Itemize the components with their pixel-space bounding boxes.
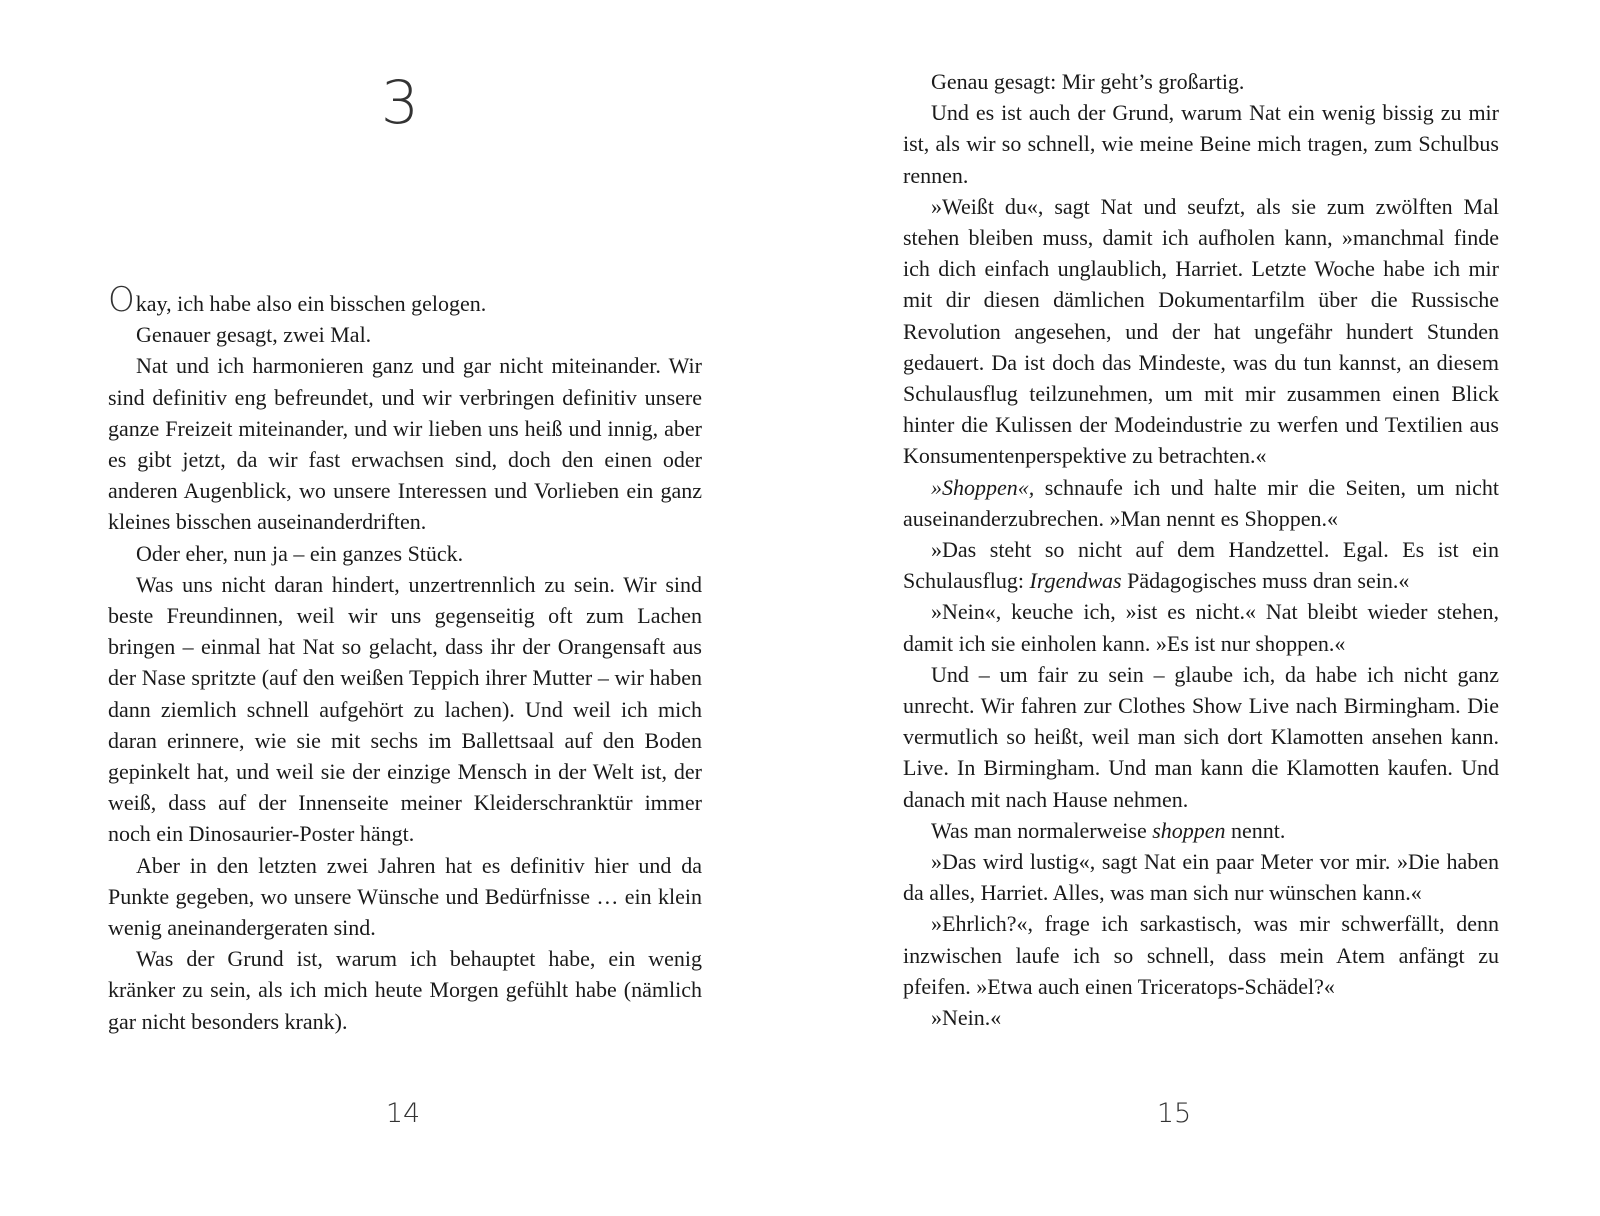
italic-emphasis: shoppen <box>1152 817 1226 843</box>
paragraph-normal <box>903 815 1499 846</box>
left-page-text <box>108 280 702 1037</box>
paragraph: Genau gesagt: Mir geht’s großartig. <box>931 69 1245 94</box>
right-page-text <box>903 66 1499 1033</box>
right-page <box>800 0 1600 1216</box>
opening-paragraph-text: kay, ich habe also ein bisschen gelogen. <box>135 291 487 316</box>
chapter-number: 3 <box>380 68 420 138</box>
paragraph-text: Pädagogisches muss dran sein.« <box>1121 568 1410 594</box>
page-number-right: 15 <box>1156 1098 1192 1129</box>
paragraph: »Weißt du«, sagt Nat und seufzt, als sie zum zwölften Mal stehen bleiben muss, damit ich aufholen kann, »manchmal finde ich dich einfach unglaublich, Harriet. Letzte Woche habe ich mir mit dir diesen dämlichen Dokumentarfilm über die Russische Revolution angesehen, und der hat ungefähr hundert Stunden gedauert. Da ist doch das Mindeste, was du tun kannst, an diesem Schulausflug teilzunehmen, um mit mir zusammen einen Blick hinter die Kulissen der Modeindustrie zu werfen und Textilien aus Konsumentenperspektive zu betrachten.« <box>903 193 1499 469</box>
paragraph-text: Was man normalerweise <box>931 817 1153 843</box>
paragraph: Genauer gesagt, zwei Mal. <box>136 322 372 348</box>
opening-paragraph <box>108 280 702 320</box>
italic-emphasis: »Shoppen«, <box>931 474 1035 500</box>
paragraph: »Nein.« <box>931 1005 1002 1031</box>
paragraph: »Das wird lustig«, sagt Nat ein paar Meter vor mir. »Die haben da alles, Harriet. Alles, was man sich nur wünschen kann.« <box>903 849 1499 906</box>
paragraph: Oder eher, nun ja – ein ganzes Stück. <box>136 540 464 566</box>
paragraph: Was uns nicht daran hindert, unzertrennlich zu sein. Wir sind beste Freundinnen, weil wir uns gegenseitig oft zum Lachen bringen – einmal hat Nat so gelacht, dass ihr der Orangensaft aus der Nase spritzte (auf den weißen Teppich ihrer Mutter – wir haben dann ziemlich schnell aufgehört zu lachen). Und weil ich mich daran erinnere, wie sie mit sechs im Ballettsaal auf den Boden gepinkelt hat, und weil sie der einzige Mensch in der Welt ist, der weiß, dass auf der Innenseite meiner Kleiderschranktür immer noch ein Dinosaurier-Poster hängt. <box>108 571 702 847</box>
paragraph: Nat und ich harmonieren ganz und gar nicht miteinander. Wir sind definitiv eng befreundet, und wir verbringen definitiv unsere ganze Freizeit miteinander, und wir lieben uns heiß und innig, aber es gibt jetzt, da wir fast erwachsen sind, doch den einen oder anderen Augenblick, wo unsere Interessen und Vorlieben ein ganz kleines bisschen auseinanderdriften. <box>108 353 702 535</box>
paragraph: »Nein«, keuche ich, »ist es nicht.« Nat bleibt wieder stehen, damit ich sie einholen kann. »Es ist nur shoppen.« <box>903 599 1499 656</box>
paragraph-text: »Das steht so nicht auf dem Handzettel. Egal. Es ist ein Schulausflug: <box>903 537 1499 594</box>
drop-cap: O <box>108 280 135 320</box>
paragraph-shoppen <box>903 472 1499 534</box>
paragraph: Aber in den letzten zwei Jahren hat es definitiv hier und da Punkte gegeben, wo unsere Wünsche und Bedürfnisse … ein klein wenig aneinandergeraten sind. <box>108 852 702 941</box>
page-number-left: 14 <box>385 1098 421 1129</box>
paragraph-handzettel <box>903 534 1499 596</box>
paragraph: Was der Grund ist, warum ich behauptet habe, ein wenig kränker zu sein, als ich mich heute Morgen gefühlt habe (nämlich gar nicht besonders krank). <box>108 946 702 1034</box>
italic-emphasis: Irgendwas <box>1029 568 1122 594</box>
paragraph: »Ehrlich?«, frage ich sarkastisch, was mir schwerfällt, denn inzwischen laufe ich so schnell, dass mein Atem anfängt zu pfeifen. »Etwa auch einen Triceratops-Schädel?« <box>903 911 1499 999</box>
paragraph-text: nennt. <box>1225 817 1286 843</box>
paragraph-text: schnaufe ich und halte mir die Seiten, um nicht auseinanderzubrechen. »Man nennt es Shoppen.« <box>903 474 1499 531</box>
paragraph: Und – um fair zu sein – glaube ich, da habe ich nicht ganz unrecht. Wir fahren zur Clothes Show Live nach Birmingham. Die vermutlich so heißt, weil man sich dort Klamotten ansehen kann. Live. In Birmingham. Und man kann die Klamotten kaufen. Und danach mit nach Hause nehmen. <box>903 661 1499 812</box>
paragraph: Und es ist auch der Grund, warum Nat ein wenig bissig zu mir ist, als wir so schnell, wie meine Beine mich tragen, zum Schulbus rennen. <box>903 100 1499 188</box>
